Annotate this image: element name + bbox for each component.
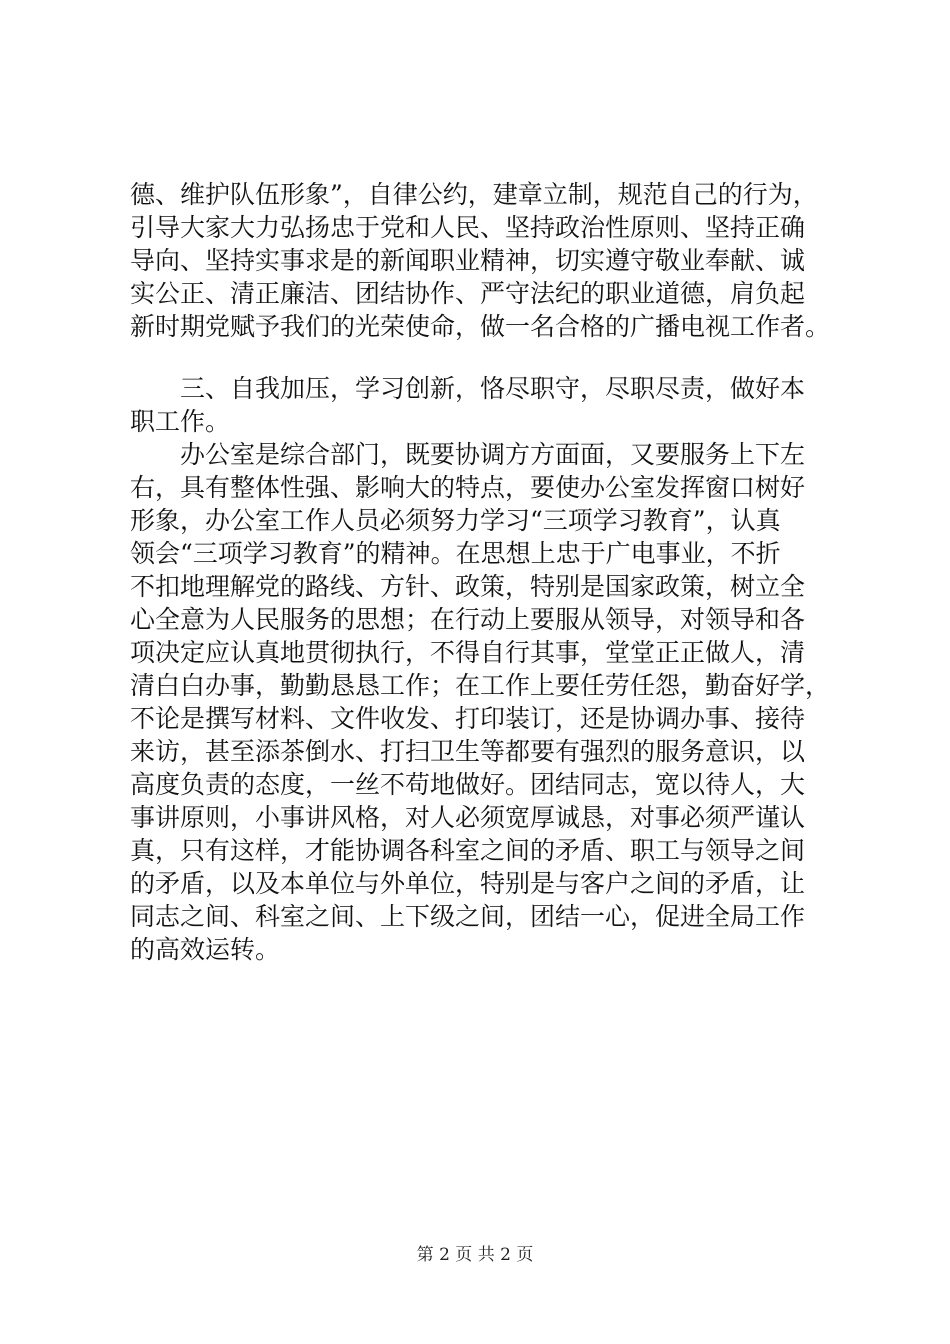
text-line: 德、维护队伍形象”，自律公约，建章立制，规范自己的行为， bbox=[130, 180, 818, 209]
text-line: 不论是撰写材料、文件收发、打印装订，还是协调办事、接待 bbox=[130, 704, 806, 733]
text-line: 来访，甚至添茶倒水、打扫卫生等都要有强烈的服务意识，以 bbox=[130, 737, 806, 766]
heading-line: 职工作。 bbox=[130, 407, 231, 436]
text-line: 引导大家大力弘扬忠于党和人民、坚持政治性原则、坚持正确 bbox=[130, 213, 806, 242]
text-line: 的矛盾，以及本单位与外单位，特别是与客户之间的矛盾，让 bbox=[130, 869, 806, 898]
paragraph-spacer bbox=[130, 343, 830, 372]
text-line: 右，具有整体性强、影响大的特点，要使办公室发挥窗口树好 bbox=[130, 473, 806, 502]
text-line: 高度负责的态度，一丝不苟地做好。团结同志，宽以待人，大 bbox=[130, 770, 806, 799]
text-line: 导向、坚持实事求是的新闻职业精神，切实遵守敬业奉献、诚 bbox=[130, 246, 806, 275]
text-line: 不扣地理解党的路线、方针、政策，特别是国家政策，树立全 bbox=[130, 572, 806, 601]
paragraph-ethics bbox=[130, 178, 830, 343]
text-line: 事讲原则，小事讲风格，对人必须宽厚诚恳，对事必须严谨认 bbox=[130, 803, 806, 832]
text-line: 新时期党赋予我们的光荣使命，做一名合格的广播电视工作者。 bbox=[130, 312, 831, 341]
text-line: 形象，办公室工作人员必须努力学习“三项学习教育”，认真 bbox=[130, 506, 781, 535]
section-heading-three bbox=[130, 372, 830, 438]
page-number-footer: 第 2 页 共 2 页 bbox=[416, 1245, 534, 1265]
paragraph-office-work bbox=[130, 438, 830, 966]
text-line: 同志之间、科室之间、上下级之间，团结一心，促进全局工作 bbox=[130, 902, 806, 931]
text-line: 实公正、清正廉洁、团结协作、严守法纪的职业道德，肩负起 bbox=[130, 279, 806, 308]
text-line: 心全意为人民服务的思想；在行动上要服从领导，对领导和各 bbox=[130, 605, 806, 634]
text-line: 真，只有这样，才能协调各科室之间的矛盾、职工与领导之间 bbox=[130, 836, 806, 865]
text-line: 领会“三项学习教育”的精神。在思想上忠于广电事业，不折 bbox=[130, 539, 781, 568]
heading-line: 三、自我加压，学习创新，恪尽职守，尽职尽责，做好本 bbox=[130, 374, 806, 403]
text-line: 的高效运转。 bbox=[130, 935, 281, 964]
text-line: 清白白办事，勤勤恳恳工作；在工作上要任劳任怨，勤奋好学， bbox=[130, 671, 831, 700]
text-line: 办公室是综合部门，既要协调方方面面，又要服务上下左 bbox=[130, 440, 806, 469]
text-line: 项决定应认真地贯彻执行，不得自行其事，堂堂正正做人，清 bbox=[130, 638, 806, 667]
document-body bbox=[130, 178, 830, 966]
